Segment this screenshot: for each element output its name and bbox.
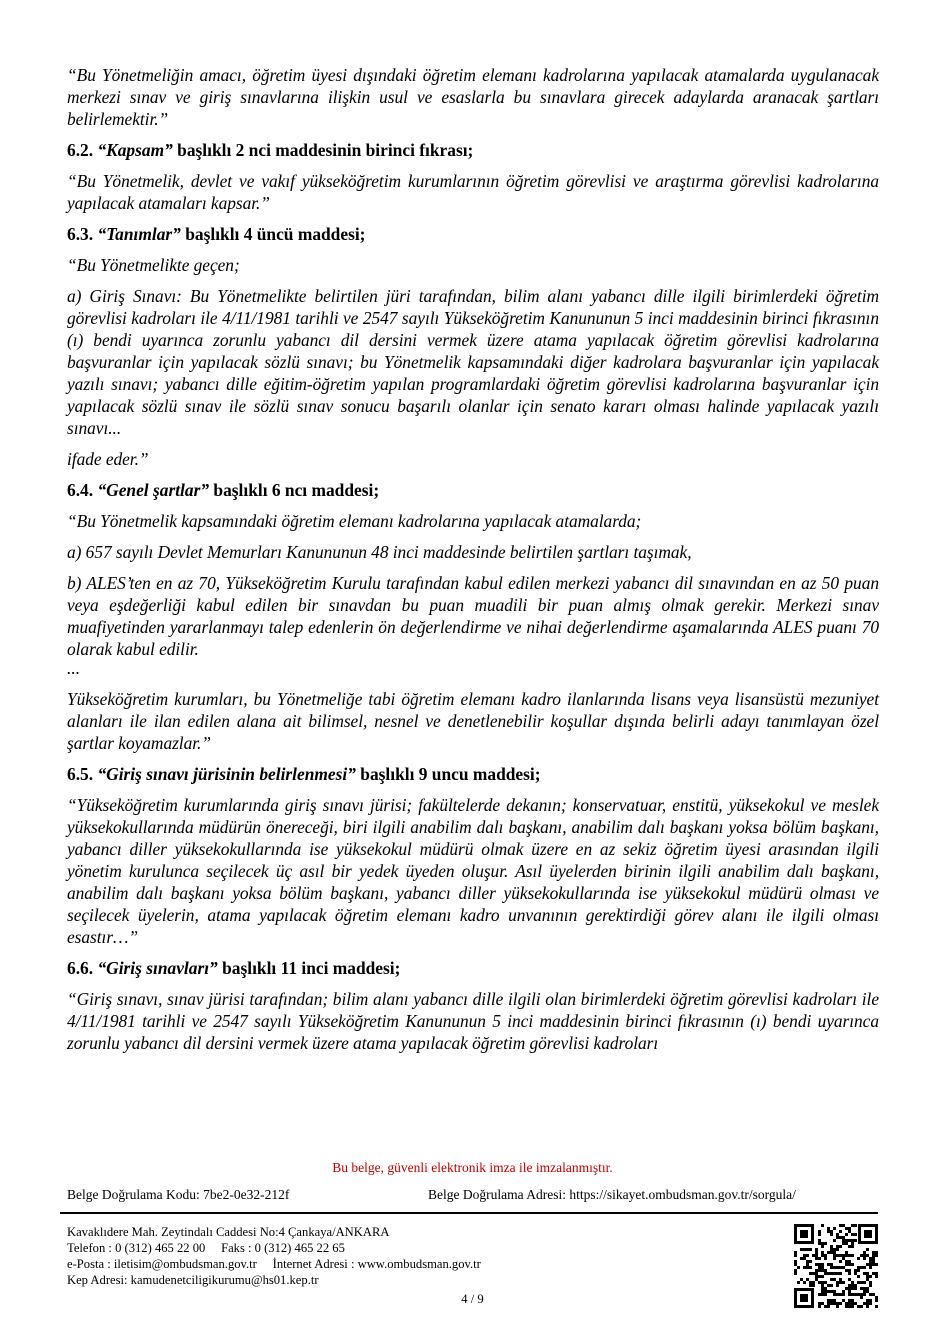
paragraph: “Bu Yönetmelik, devlet ve vakıf yükseköğretim kurumlarının öğretim görevlisi ve araştırma görevlisi kadrolarına yapılacak atamaları kapsar.” <box>67 171 879 213</box>
page-number: 4 / 9 <box>461 1292 484 1306</box>
contact-address: Kavaklıdere Mah. Zeytindalı Caddesi No:4 Çankaya/ANKARA <box>67 1225 390 1239</box>
paragraph: Yükseköğretim kurumları, bu Yönetmeliğe tabi öğretim elemanı kadro ilanlarında lisans veya lisansüstü mezuniyet alanları ile ilan edilen alana ait bilimsel, nesnel ve denetlenebilir koşullar dışında belirli adayı tanımlayan özel şartlar koyamazlar.” <box>67 689 879 753</box>
paragraph: “Bu Yönetmeliğin amacı, öğretim üyesi dışındaki öğretim elemanı kadrolarına yapılacak atamalarda uygulanacak merkezi sınav ve giriş sınavlarına ilişkin usul ve esaslarla bu sınavlara girecek adaylarda aranacak şartları belirlemektir.” <box>67 65 879 129</box>
section-heading: 6.3. “Tanımlar” başlıklı 4 üncü maddesi; <box>67 224 366 244</box>
verification-code: Belge Doğrulama Kodu: 7be2-0e32-212f <box>67 1187 290 1202</box>
paragraph: “Bu Yönetmelik kapsamındaki öğretim elemanı kadrolarına yapılacak atamalarda; <box>67 511 642 531</box>
contact-block <box>67 1224 481 1288</box>
section-heading: 6.5. “Giriş sınavı jürisinin belirlenmesi” başlıklı 9 uncu maddesi; <box>67 764 541 784</box>
contact-kep[interactable]: Kep Adresi: kamudenetciligikurumu@hs01.kep.tr <box>67 1273 319 1287</box>
e-signature-note: Bu belge, güvenli elektronik imza ile imzalanmıştır. <box>332 1160 613 1175</box>
footer-divider <box>60 1212 878 1214</box>
section-heading: 6.6. “Giriş sınavları” başlıklı 11 inci maddesi; <box>67 958 401 978</box>
paragraph: b) ALES’ten en az 70, Yükseköğretim Kurulu tarafından kabul edilen merkezi yabancı dil sınavından en az 50 puan veya eşdeğerliği kabul edilen bir sınavdan bu puan muadili bir puan almış olmak gerekir. Merkezi sınav muafiyetinden yararlanmayı talep edenlerin ön değerlendirme ve nihai değerlendirme aşamalarında ALES puanı 70 olarak kabul edilir. <box>67 573 879 659</box>
paragraph: “Giriş sınavı, sınav jürisi tarafından; bilim alanı yabancı dille ilgili olan birimlerdeki öğretim görevlisi kadroları ile 4/11/1981 tarihli ve 2547 sayılı Yükseköğretim Kanununun 5 inci maddesinin birinci fıkrasının (ı) bendi uyarınca zorunlu yabancı dil dersini vermek üzere atama yapılacak öğretim görevlisi kadroları <box>67 989 879 1053</box>
section-heading: 6.2. “Kapsam” başlıklı 2 nci maddesinin birinci fıkrası; <box>67 140 474 160</box>
contact-phone-fax: Telefon : 0 (312) 465 22 00 Faks : 0 (312) 465 22 65 <box>67 1241 345 1255</box>
document-body <box>67 64 879 1063</box>
paragraph: a) 657 sayılı Devlet Memurları Kanununun 48 inci maddesinde belirtilen şartları taşımak, <box>67 542 692 562</box>
paragraph: ifade eder.” <box>67 449 149 469</box>
contact-email-web[interactable]: e-Posta : iletisim@ombudsman.gov.tr İnternet Adresi : www.ombudsman.gov.tr <box>67 1257 481 1271</box>
paragraph: a) Giriş Sınavı: Bu Yönetmelikte belirtilen jüri tarafından, bilim alanı yabancı dille ilgili birimlerdeki öğretim görevlisi kadroları ile 4/11/1981 tarihli ve 2547 sayılı Yükseköğretim Kanununun 5 inci maddesinin birinci fıkrasının (ı) bendi uyarınca zorunlu yabancı dil dersini vermek üzere atama yapılacak öğretim görevlisi kadrolarına başvuranlar için yapılacak sözlü sınavı; bu Yönetmelik kapsamındaki diğer kadrolara başvuranlar için yapılacak yazılı sınavı; yabancı dille eğitim-öğretim yapılan programlardaki öğretim görevlisi kadrolarına başvuranlar için yapılacak sözlü sınav ile sözlü sınav sonucu başarılı olanlar için senato kararı olması halinde yapılacak yazılı sınavı... <box>67 286 879 438</box>
paragraph: “Yükseköğretim kurumlarında giriş sınavı jürisi; fakültelerde dekanın; konservatuar, enstitü, yüksekokul ve meslek yüksekokullarında müdürün önereceği, biri ilgili anabilim dalı başkanı, anabilim dalı başkanı yoksa bölüm başkanı, yabancı diller yüksekokullarında ise yüksekokul müdürü olmak üzere en az sekiz öğretim üyesi arasından ilgili yönetim kurulunca seçilecek üç asıl bir yedek üyeden oluşur. Asıl üyelerden birinin ilgili anabilim dalı başkanı, anabilim dalı başkanı yoksa bölüm başkanı, yabancı diller yüksekokullarında ise yüksekokul müdürü olması ve seçilecek üyelerin, atama yapılacak öğretim elemanı kadro unvanının gerektirdiği görev alanı ile ilgili olması esastır…” <box>67 795 879 947</box>
paragraph: “Bu Yönetmelikte geçen; <box>67 255 240 275</box>
verification-address[interactable]: Belge Doğrulama Adresi: https://sikayet.ombudsman.gov.tr/sorgula/ <box>428 1187 796 1202</box>
ellipsis-marker: ... <box>67 658 81 678</box>
qr-code-icon <box>792 1222 880 1310</box>
section-heading: 6.4. “Genel şartlar” başlıklı 6 ncı maddesi; <box>67 480 380 500</box>
